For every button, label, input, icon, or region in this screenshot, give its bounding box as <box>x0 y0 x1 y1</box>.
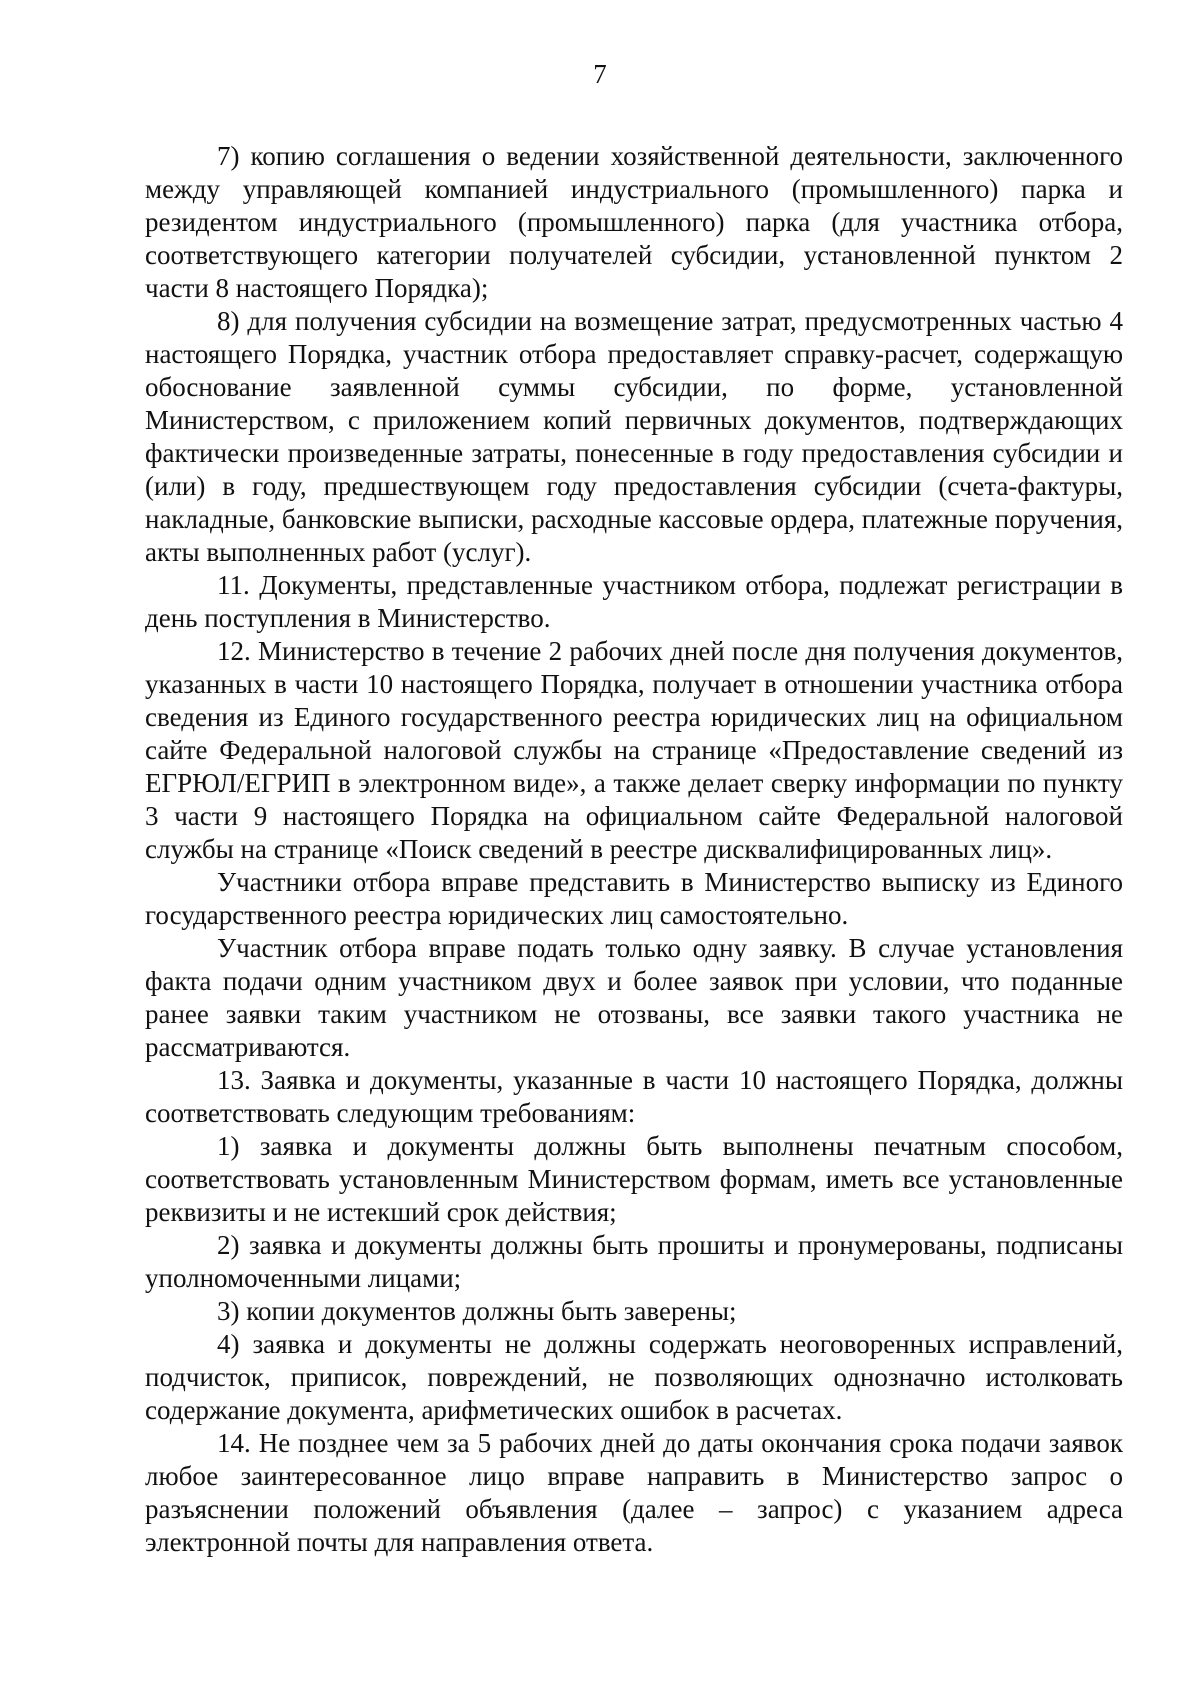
paragraph-section-11: 11. Документы, представленные участником отбора, подлежат регистрации в день поступления в Министерство. <box>145 570 1123 633</box>
paragraph-section-12: 12. Министерство в течение 2 рабочих дней после дня получения документов, указанных в части 10 настоящего Порядка, получает в отношении участника отбора сведения из Единого государственного реестра юридических лиц на официальном сайте Федеральной налоговой службы на странице «Предоставление сведений из ЕГРЮЛ/ЕГРИП в электронном виде», а также делает сверку информации по пункту 3 части 9 настоящего Порядка на официальном сайте Федеральной налоговой службы на странице «Поиск сведений в реестре дисквалифицированных лиц». <box>145 636 1123 864</box>
paragraph-single-application: Участник отбора вправе подать только одну заявку. В случае установления факта подачи одним участником двух и более заявок при условии, что поданные ранее заявки таким участником не отозваны, все заявки такого участника не рассматриваются. <box>145 933 1123 1062</box>
page-number: 7 <box>593 59 607 89</box>
paragraph-requirement-4: 4) заявка и документы не должны содержать неоговоренных исправлений, подчисток, приписок, повреждений, не позволяющих однозначно истолковать содержание документа, арифметических ошибок в расчетах. <box>145 1329 1123 1425</box>
paragraph-item-8: 8) для получения субсидии на возмещение затрат, предусмотренных частью 4 настоящего Порядка, участник отбора предоставляет справку-расчет, содержащую обоснование заявленной суммы субсидии, по форме, установленной Министерством, с приложением копий первичных документов, подтверждающих фактически произведенные затраты, понесенные в году предоставления субсидии и (или) в году, предшествующем году предоставления субсидии (счета-фактуры, накладные, банковские выписки, расходные кассовые ордера, платежные поручения, акты выполненных работ (услуг). <box>145 306 1123 567</box>
paragraph-requirement-1: 1) заявка и документы должны быть выполнены печатным способом, соответствовать установленным Министерством формам, иметь все установленные реквизиты и не истекший срок действия; <box>145 1131 1123 1227</box>
paragraph-section-14: 14. Не позднее чем за 5 рабочих дней до даты окончания срока подачи заявок любое заинтересованное лицо вправе направить в Министерство запрос о разъяснении положений объявления (далее – запрос) с указанием адреса электронной почты для направления ответа. <box>145 1428 1123 1557</box>
document-body <box>145 140 1123 1559</box>
paragraph-item-7: 7) копию соглашения о ведении хозяйственной деятельности, заключенного между управляющей компанией индустриального (промышленного) парка и резидентом индустриального (промышленного) парка (для участника отбора, соответствующего категории получателей субсидии, установленной пунктом 2 части 8 настоящего Порядка); <box>145 141 1123 303</box>
paragraph-requirement-2: 2) заявка и документы должны быть прошиты и пронумерованы, подписаны уполномоченными лицами; <box>145 1230 1123 1293</box>
paragraph-requirement-3: 3) копии документов должны быть заверены; <box>217 1296 737 1326</box>
paragraph-extract-right: Участники отбора вправе представить в Министерство выписку из Единого государственного реестра юридических лиц самостоятельно. <box>145 867 1123 930</box>
paragraph-section-13: 13. Заявка и документы, указанные в части 10 настоящего Порядка, должны соответствовать следующим требованиям: <box>145 1065 1123 1128</box>
